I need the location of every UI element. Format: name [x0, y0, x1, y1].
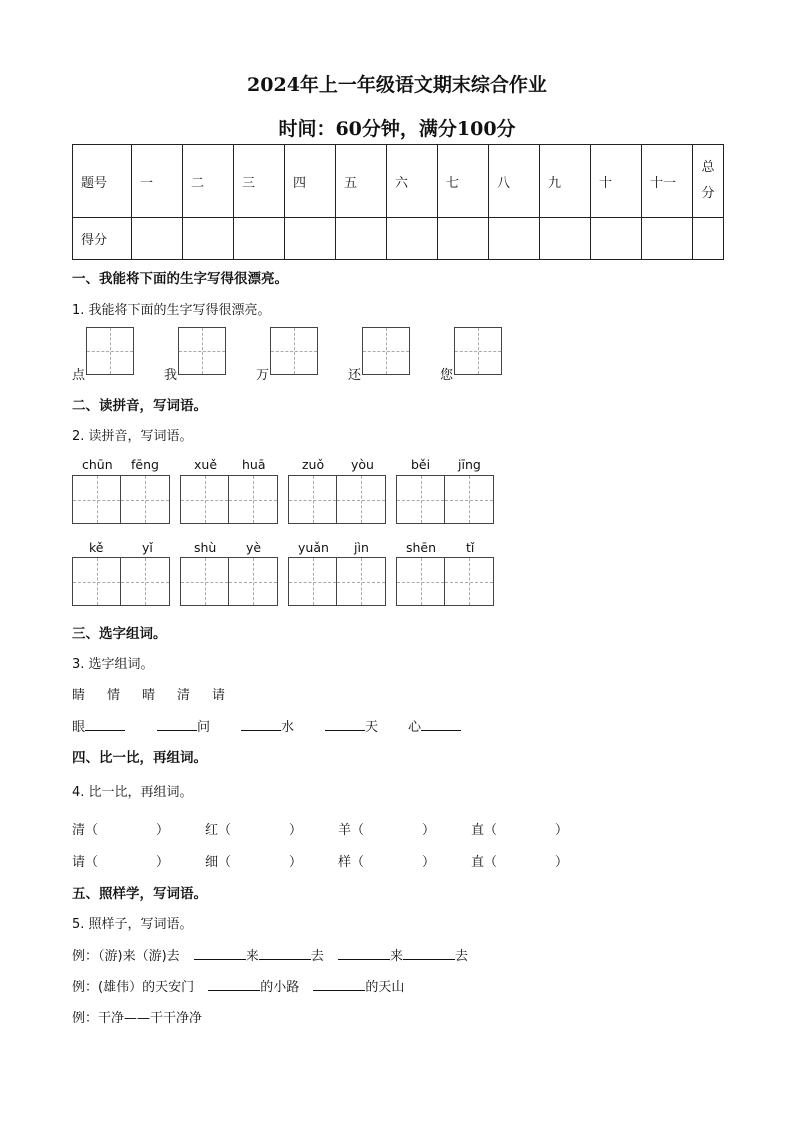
table-header-cell: 八: [489, 145, 540, 218]
question-text: 5. 照样子，写词语。: [72, 917, 193, 932]
pinyin-label: fēng: [131, 457, 159, 472]
score-cell[interactable]: [438, 218, 489, 260]
score-cell[interactable]: [591, 218, 642, 260]
writing-grid[interactable]: [270, 327, 318, 375]
fill-item: 水: [241, 716, 294, 735]
writing-grid[interactable]: [72, 557, 121, 606]
paren-item[interactable]: 直（ ）: [471, 823, 569, 838]
answer-blank[interactable]: [313, 976, 365, 991]
paren-item[interactable]: 请（ ）: [72, 855, 170, 870]
question-text: 4. 比一比，再组词。: [72, 785, 193, 800]
writing-grid[interactable]: [444, 557, 494, 606]
question-text: 3. 选字组词。: [72, 657, 154, 672]
page-subtitle: 时间：60分钟，满分100分: [278, 118, 516, 140]
total-header-cell: 总 分: [693, 145, 724, 218]
score-cell[interactable]: [387, 218, 438, 260]
writing-grid[interactable]: [120, 475, 170, 524]
pinyin-label: yè: [246, 540, 262, 555]
answer-blank[interactable]: [208, 976, 260, 991]
section-heading: 五、照样学，写词语。: [72, 886, 207, 902]
character-label: 我: [164, 368, 178, 383]
writing-grid[interactable]: [396, 475, 445, 524]
score-cell[interactable]: [540, 218, 591, 260]
answer-blank[interactable]: [338, 945, 390, 960]
section-heading: 三、选字组词。: [72, 626, 167, 642]
question-text: 2. 读拼音，写词语。: [72, 429, 193, 444]
table-header-cell: 四: [285, 145, 336, 218]
table-row: [73, 218, 724, 260]
table-header-cell: 五: [336, 145, 387, 218]
option-char: 晴: [142, 688, 156, 703]
pinyin-label: jīng: [458, 457, 481, 472]
fill-item: 心: [408, 716, 461, 735]
paren-item[interactable]: 直（ ）: [471, 855, 569, 870]
table-header-cell: 十: [591, 145, 642, 218]
example-label: 例：干净——干干净净: [72, 1011, 203, 1026]
table-header-cell: 十一: [642, 145, 693, 218]
writing-grid[interactable]: [180, 475, 229, 524]
character-label: 点: [72, 368, 86, 383]
fill-item: 问: [157, 716, 210, 735]
writing-grid[interactable]: [362, 327, 410, 375]
score-cell[interactable]: [693, 218, 724, 260]
example-label: 例：(雄伟）的天安门: [72, 980, 195, 995]
writing-grid[interactable]: [288, 557, 337, 606]
table-row: [73, 145, 724, 218]
pinyin-label: yòu: [351, 457, 374, 472]
paren-item[interactable]: 红（ ）: [205, 823, 303, 838]
pinyin-label: xuě: [194, 457, 218, 472]
pinyin-label: huā: [242, 457, 266, 472]
writing-grid[interactable]: [336, 475, 386, 524]
pinyin-label: yǐ: [142, 540, 153, 555]
writing-grid[interactable]: [180, 557, 229, 606]
paren-item[interactable]: 清（ ）: [72, 823, 170, 838]
section-heading: 一、我能将下面的生字写得很漂亮。: [72, 271, 288, 287]
pinyin-label: jìn: [354, 540, 369, 555]
writing-grid[interactable]: [288, 475, 337, 524]
answer-blank[interactable]: [421, 716, 461, 731]
table-header-cell: 七: [438, 145, 489, 218]
example-line: [72, 1007, 202, 1026]
table-header-cell: 题号: [73, 145, 132, 218]
pinyin-label: shēn: [406, 540, 437, 555]
example-line: 例：（游)来（游)去 来 去 来 去: [72, 945, 468, 964]
writing-grid[interactable]: [228, 557, 278, 606]
example-label: 例：（游)来（游)去: [72, 949, 180, 964]
table-header-cell: 二: [183, 145, 234, 218]
pinyin-label: chūn: [82, 457, 113, 472]
page-title: 2024年上一年级语文期末综合作业: [247, 74, 547, 96]
fill-item: 天: [325, 716, 378, 735]
option-char: 清: [177, 688, 191, 703]
option-char: 请: [212, 688, 226, 703]
paren-item[interactable]: 样（ ）: [338, 855, 436, 870]
writing-grid[interactable]: [72, 475, 121, 524]
answer-blank[interactable]: [157, 716, 197, 731]
character-label: 万: [256, 368, 270, 383]
score-label-cell: 得分: [73, 218, 132, 260]
pinyin-label: běi: [411, 457, 431, 472]
example-line: 例：(雄伟）的天安门 的小路 的天山: [72, 976, 404, 995]
writing-grid[interactable]: [228, 475, 278, 524]
writing-grid[interactable]: [336, 557, 386, 606]
writing-grid[interactable]: [454, 327, 502, 375]
option-char: 睛: [72, 688, 86, 703]
table-header-cell: 九: [540, 145, 591, 218]
score-cell[interactable]: [132, 218, 183, 260]
character-label: 还: [348, 368, 362, 383]
score-cell[interactable]: [336, 218, 387, 260]
table-header-cell: 六: [387, 145, 438, 218]
score-table: [72, 144, 724, 260]
paren-item[interactable]: 羊（ ）: [338, 823, 436, 838]
section-heading: 四、比一比，再组词。: [72, 750, 207, 766]
option-char: 情: [107, 688, 121, 703]
answer-blank[interactable]: [325, 716, 365, 731]
pinyin-label: kě: [89, 540, 104, 555]
score-cell[interactable]: [642, 218, 693, 260]
character-label: 您: [440, 368, 454, 383]
score-cell[interactable]: [285, 218, 336, 260]
writing-grid[interactable]: [178, 327, 226, 375]
writing-grid[interactable]: [396, 557, 445, 606]
score-cell[interactable]: [489, 218, 540, 260]
fill-item: 眼: [72, 716, 125, 735]
table-header-cell: 三: [234, 145, 285, 218]
answer-blank[interactable]: [194, 945, 246, 960]
section-heading: 二、读拼音，写词语。: [72, 398, 207, 414]
pinyin-label: zuǒ: [302, 457, 325, 472]
question-text: 1. 我能将下面的生字写得很漂亮。: [72, 303, 271, 318]
answer-blank[interactable]: [259, 945, 311, 960]
writing-grid[interactable]: [120, 557, 170, 606]
answer-blank[interactable]: [403, 945, 455, 960]
table-header-cell: 一: [132, 145, 183, 218]
score-cell[interactable]: [234, 218, 285, 260]
writing-grid[interactable]: [444, 475, 494, 524]
paren-item[interactable]: 细（ ）: [205, 855, 303, 870]
answer-blank[interactable]: [241, 716, 281, 731]
pinyin-label: tǐ: [466, 540, 475, 555]
answer-blank[interactable]: [85, 716, 125, 731]
writing-grid[interactable]: [86, 327, 134, 375]
score-cell[interactable]: [183, 218, 234, 260]
pinyin-label: shù: [194, 540, 217, 555]
pinyin-label: yuǎn: [298, 540, 329, 555]
